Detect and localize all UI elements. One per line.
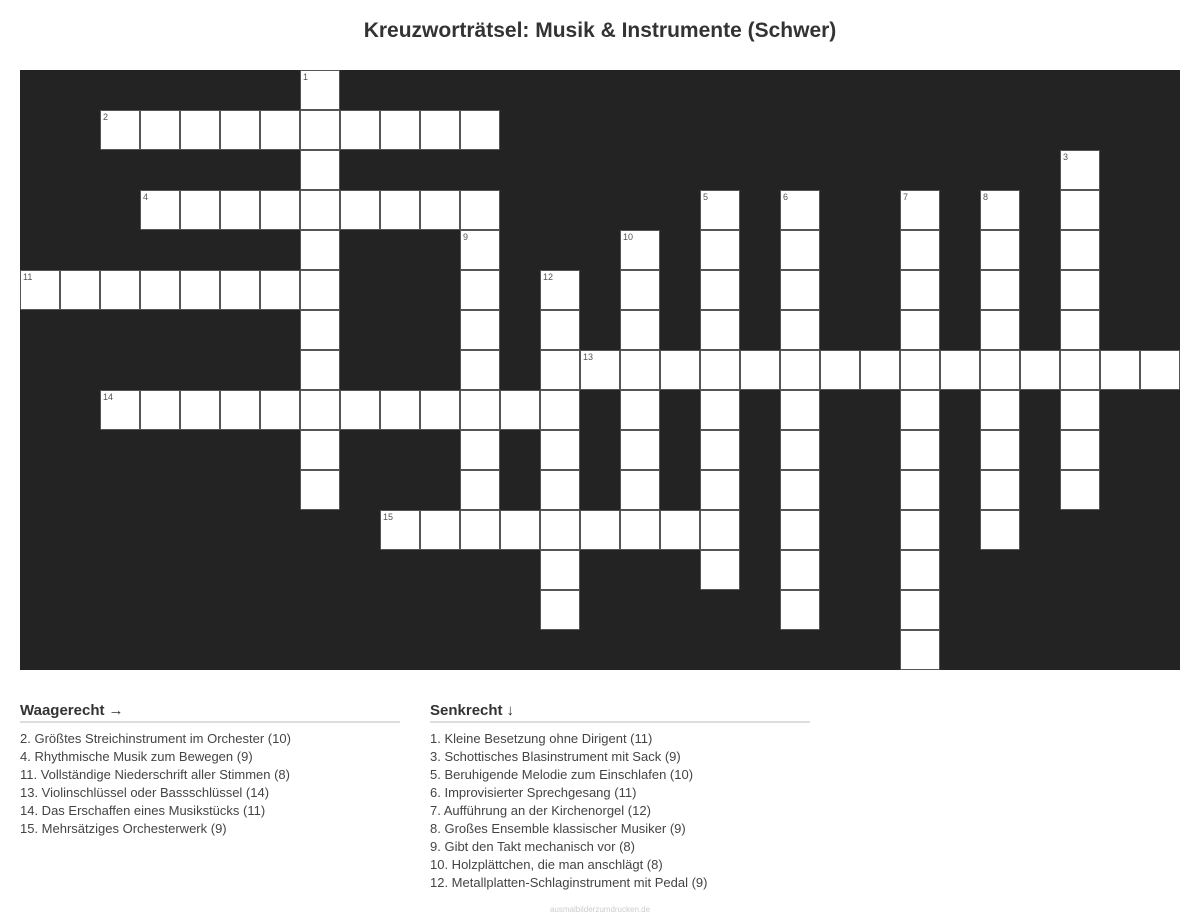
grid-cell[interactable] (1060, 470, 1100, 510)
grid-cell[interactable] (900, 390, 940, 430)
grid-cell[interactable] (460, 110, 500, 150)
grid-cell[interactable] (460, 430, 500, 470)
grid-cell[interactable] (540, 350, 580, 390)
grid-cell[interactable] (140, 390, 180, 430)
grid-cell[interactable] (300, 110, 340, 150)
grid-cell[interactable] (900, 550, 940, 590)
grid-cell[interactable] (300, 350, 340, 390)
across-clue: 13. Violinschlüssel oder Bassschlüssel (14) (20, 785, 270, 800)
clue-number: 1 (303, 72, 309, 82)
grid-cell[interactable] (460, 270, 500, 310)
grid-cell[interactable] (140, 270, 180, 310)
grid-cell[interactable] (220, 190, 260, 230)
grid-cell[interactable] (180, 270, 220, 310)
grid-cell[interactable] (420, 190, 460, 230)
down-clue: 7. Aufführung an der Kirchenorgel (12) (430, 803, 651, 818)
grid-cell[interactable] (700, 230, 740, 270)
grid-cell[interactable] (780, 550, 820, 590)
crossword-grid (20, 70, 1180, 670)
grid-cell[interactable] (460, 310, 500, 350)
clue-number: 12 (543, 272, 554, 282)
down-clue-list (430, 730, 810, 892)
grid-cell[interactable] (260, 270, 300, 310)
grid-cell[interactable] (1060, 430, 1100, 470)
grid-cell[interactable] (420, 110, 460, 150)
grid-cell[interactable] (460, 510, 500, 550)
grid-cell[interactable] (700, 270, 740, 310)
clue-number: 4 (143, 192, 149, 202)
down-clues-section (430, 702, 810, 892)
grid-cell[interactable] (300, 310, 340, 350)
grid-cell[interactable] (260, 110, 300, 150)
grid-cell[interactable] (980, 390, 1020, 430)
across-clue: 2. Größtes Streichinstrument im Orchester (10) (20, 731, 291, 746)
grid-cell[interactable] (860, 350, 900, 390)
grid-cell[interactable] (820, 350, 860, 390)
grid-cell[interactable] (540, 590, 580, 630)
grid-cell[interactable] (620, 310, 660, 350)
grid-cell[interactable] (980, 470, 1020, 510)
grid-cell[interactable] (740, 350, 780, 390)
grid-cell[interactable] (980, 350, 1020, 390)
across-clue: 15. Mehrsätziges Orchesterwerk (9) (20, 821, 227, 836)
footer-credit: ausmalbilderzumdrucken.de (549, 905, 651, 914)
grid-cell[interactable] (540, 430, 580, 470)
grid-cell[interactable] (340, 190, 380, 230)
grid-cell[interactable] (900, 190, 940, 230)
clue-number: 11 (23, 272, 33, 282)
grid-cell[interactable] (900, 630, 940, 670)
grid-cell[interactable] (180, 110, 220, 150)
grid-cell[interactable] (1060, 230, 1100, 270)
grid-cell[interactable] (100, 390, 140, 430)
grid-cell[interactable] (180, 390, 220, 430)
grid-cell[interactable] (1020, 350, 1060, 390)
grid-cell[interactable] (540, 270, 580, 310)
grid-cell[interactable] (220, 270, 260, 310)
grid-cell[interactable] (500, 510, 540, 550)
grid-cell[interactable] (300, 190, 340, 230)
grid-cell[interactable] (140, 110, 180, 150)
grid-cell[interactable] (1060, 150, 1100, 190)
grid-cell[interactable] (980, 190, 1020, 230)
across-clues-section (20, 702, 400, 838)
grid-cell[interactable] (340, 390, 380, 430)
grid-cell[interactable] (780, 510, 820, 550)
grid-cell[interactable] (620, 230, 660, 270)
grid-cell[interactable] (900, 230, 940, 270)
down-clue: 1. Kleine Besetzung ohne Dirigent (11) (430, 731, 653, 746)
grid-cell[interactable] (780, 190, 820, 230)
grid-cell[interactable] (700, 390, 740, 430)
grid-cell[interactable] (1060, 310, 1100, 350)
grid-cell[interactable] (460, 350, 500, 390)
grid-cell[interactable] (980, 270, 1020, 310)
grid-cell[interactable] (660, 510, 700, 550)
grid-cell[interactable] (780, 310, 820, 350)
down-clue: 10. Holzplättchen, die man anschlägt (8) (430, 857, 663, 872)
grid-cell[interactable] (620, 270, 660, 310)
down-clue: 8. Großes Ensemble klassischer Musiker (9) (430, 821, 686, 836)
grid-cell[interactable] (20, 270, 60, 310)
grid-cell[interactable] (540, 390, 580, 430)
grid-cell[interactable] (1060, 190, 1100, 230)
grid-cell[interactable] (460, 190, 500, 230)
grid-cell[interactable] (460, 390, 500, 430)
grid-cell[interactable] (700, 470, 740, 510)
grid-cell[interactable] (900, 310, 940, 350)
across-clue: 14. Das Erschaffen eines Musikstücks (11) (20, 803, 266, 818)
grid-cell[interactable] (380, 190, 420, 230)
down-clue: 6. Improvisierter Sprechgesang (11) (430, 785, 637, 800)
grid-cell[interactable] (700, 510, 740, 550)
grid-cell[interactable] (540, 550, 580, 590)
clue-number: 6 (783, 192, 789, 202)
clue-number: 13 (583, 352, 594, 362)
clue-number: 8 (983, 192, 989, 202)
grid-cell[interactable] (100, 110, 140, 150)
down-clue: 12. Metallplatten-Schlaginstrument mit Pedal (9) (430, 875, 708, 890)
grid-cell[interactable] (220, 390, 260, 430)
grid-cell[interactable] (700, 190, 740, 230)
grid-cell[interactable] (700, 350, 740, 390)
grid-cell[interactable] (780, 590, 820, 630)
grid-cell[interactable] (140, 190, 180, 230)
grid-cell[interactable] (780, 470, 820, 510)
grid-cell[interactable] (300, 470, 340, 510)
grid-cell[interactable] (1140, 350, 1180, 390)
grid-cell[interactable] (380, 110, 420, 150)
grid-cell[interactable] (980, 230, 1020, 270)
grid-cell[interactable] (420, 510, 460, 550)
clue-number: 7 (903, 192, 909, 202)
grid-cell[interactable] (900, 430, 940, 470)
down-clue: 5. Beruhigende Melodie zum Einschlafen (10) (430, 767, 694, 782)
grid-cell[interactable] (780, 230, 820, 270)
across-heading (20, 702, 400, 723)
grid-cell[interactable] (1100, 350, 1140, 390)
grid-cell[interactable] (420, 390, 460, 430)
clue-number: 14 (103, 392, 114, 402)
down-arrow-icon: ↓ (506, 702, 515, 719)
grid-cell[interactable] (780, 390, 820, 430)
grid-cell[interactable] (300, 430, 340, 470)
grid-cell[interactable] (60, 270, 100, 310)
grid-cell[interactable] (380, 390, 420, 430)
clue-number: 15 (383, 512, 394, 522)
grid-cell[interactable] (1060, 270, 1100, 310)
clue-number: 10 (623, 232, 634, 242)
grid-cell[interactable] (900, 510, 940, 550)
grid-cell[interactable] (900, 270, 940, 310)
clue-number: 5 (703, 192, 709, 202)
grid-cell[interactable] (220, 110, 260, 150)
grid-cell[interactable] (100, 270, 140, 310)
grid-cell[interactable] (620, 350, 660, 390)
grid-cell[interactable] (380, 510, 420, 550)
grid-cell[interactable] (900, 470, 940, 510)
grid-cell[interactable] (300, 150, 340, 190)
grid-cell[interactable] (260, 190, 300, 230)
grid-cell[interactable] (300, 230, 340, 270)
grid-cell[interactable] (940, 350, 980, 390)
grid-cell[interactable] (580, 510, 620, 550)
grid-cell[interactable] (340, 110, 380, 150)
across-clue: 4. Rhythmische Musik zum Bewegen (9) (20, 749, 253, 764)
grid-cell[interactable] (620, 470, 660, 510)
page-title: Kreuzworträtsel: Musik & Instrumente (Schwer) (363, 19, 837, 42)
grid-cell[interactable] (180, 190, 220, 230)
grid-cell[interactable] (620, 510, 660, 550)
grid-cell[interactable] (1060, 350, 1100, 390)
grid-cell[interactable] (300, 70, 340, 110)
grid-cell[interactable] (700, 310, 740, 350)
clue-number: 2 (103, 112, 109, 122)
right-arrow-icon: → (108, 702, 124, 719)
grid-cell[interactable] (620, 430, 660, 470)
clue-number: 3 (1063, 152, 1069, 162)
grid-cell[interactable] (700, 430, 740, 470)
grid-cell[interactable] (540, 310, 580, 350)
clue-number: 9 (463, 232, 469, 242)
grid-cell[interactable] (900, 350, 940, 390)
grid-cell[interactable] (540, 510, 580, 550)
grid-cell[interactable] (460, 470, 500, 510)
down-clue: 9. Gibt den Takt mechanisch vor (8) (430, 839, 635, 854)
down-heading (430, 702, 810, 723)
grid-cell[interactable] (620, 390, 660, 430)
grid-cell[interactable] (900, 590, 940, 630)
grid-cell[interactable] (980, 510, 1020, 550)
grid-cell[interactable] (1060, 390, 1100, 430)
grid-cell[interactable] (980, 310, 1020, 350)
grid-cell[interactable] (300, 270, 340, 310)
grid-cell[interactable] (980, 430, 1020, 470)
grid-cell[interactable] (580, 350, 620, 390)
grid-cell[interactable] (780, 430, 820, 470)
grid-cell[interactable] (460, 230, 500, 270)
grid-cell[interactable] (700, 550, 740, 590)
grid-cell[interactable] (260, 390, 300, 430)
grid-cell[interactable] (780, 270, 820, 310)
across-clue-list (20, 730, 400, 838)
grid-cell[interactable] (540, 470, 580, 510)
down-heading-label: Senkrecht (430, 702, 503, 719)
across-clue: 11. Vollständige Niederschrift aller Stimmen (8) (20, 767, 290, 782)
grid-cell[interactable] (300, 390, 340, 430)
grid-cell[interactable] (780, 350, 820, 390)
across-heading-label: Waagerecht (20, 702, 105, 719)
grid-cell[interactable] (660, 350, 700, 390)
down-clue: 3. Schottisches Blasinstrument mit Sack (9) (430, 749, 681, 764)
grid-cell[interactable] (500, 390, 540, 430)
